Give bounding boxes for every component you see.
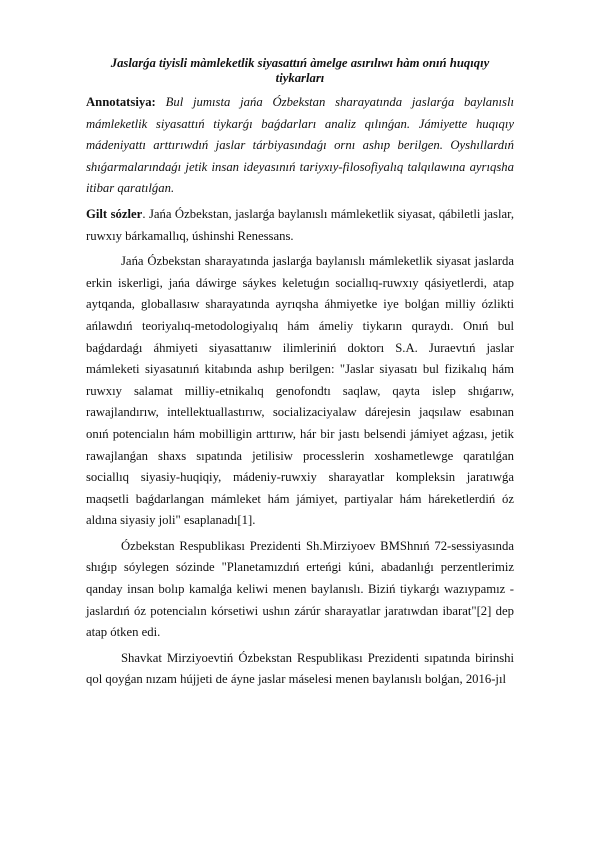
body-paragraph-1: Jańa Ózbekstan sharayatında jaslarǵa baylanıslı mámleketlik siyasat jaslarda erkin iskerligi, jańa dáwirge sáykes keletuǵın sociallıq-ruwxıy qásiyetlerdi, atap aytqanda, globallasıw sharayatında ayrıqsha áhmiyetke iye bolǵan milliy ózlikti ańlawdıń teoriyalıq-metodologiyalıq hám ámeliy tiykarın quraydı. Onıń bul baǵdardaǵı áhmiyeti siyasattanıw ilimleriniń doktorı S.A. Juraevtıń jaslar mámleketi siyasatınıń kitabında ashıp berilgen: "Jaslar siyasatı bul fizikalıq hám ruwxıy salamat milliy-etnikalıq genofondtı saqlaw, qayta islep shıǵarıw, rawajlandırıw, intellektuallastırıw, socializaciyalaw dárejesin jaqsılaw esabınan onıń potencialın hám mobilligin arttırıw, hár bir jastı belsendi jámiyet aǵzası, jetik rawajlanǵan shaxs sıpatında jetilisiw processlerin xoshametlewge qaratılǵan sociallıq siyasiy-huqiqiy, mádeniy-ruwxiy sharayatlar kompleksin jaratıwǵa maqsetli baǵdarlangan mámleket hám jámiyet, partiyalar hám háreketlerdiń óz aldına siyasiy joli" esaplanadı[1]. [86, 254, 514, 528]
abstract-text: Bul jumısta jańa Ózbekstan sharayatında jaslarǵa baylanıslı mámleketlik siyasattıń tiykarǵı baǵdarları analiz qılınǵan. Jámiyette huqıqıy mádeniyattı arttırıwdıń jaslar tárbiyasındaǵı ornı ashıp berilgen. Oyshıllardıń shıǵarmalarındaǵı jetik insan ideyasınıń tariyxıy-filosofiyalıq talqılawına ayrıqsha itibar qaratılǵan. [86, 95, 515, 196]
keywords-text: . Jańa Ózbekstan, jaslarǵa baylanıslı mámleketlik siyasat, qábiletli jaslar, ruwxıy bárkamallıq, úshinshi Renessans. [86, 206, 514, 243]
abstract-paragraph [86, 92, 514, 200]
keywords-paragraph [86, 204, 514, 247]
document-title: Jaslarǵa tiyisli màmleketlik siyasattıń àmelge asırılıwı hàm onıń huqıqıy tiykarları [110, 56, 490, 85]
abstract-label: Annotatsiya: [86, 95, 156, 109]
body-paragraph-2: Ózbekstan Respublikası Prezidenti Sh.Mirziyoev BMShnıń 72-sessiyasında shıǵıp sóylegen sózinde "Planetamızdıń erteńgi kúni, abadanlıǵı perzentlerimiz qanday insan bolıp kamalǵa keliwi menen baylanıslı. Biziń tiykarǵı wazıypamız - jaslardıń óz potencialın kórsetiwi ushın zárúr sharayatlar jaratıwdan ibarat"[2] dep atap ótken edi. [86, 538, 514, 640]
keywords-label: Gilt sózler [86, 206, 143, 221]
body-paragraph-3: Shavkat Mirziyoevtiń Ózbekstan Respublikası Prezidenti sıpatında birinshi qol qoyǵan nızam hújjeti de áyne jaslar máselesi menen baylanıslı bolǵan, 2016-jıl [86, 650, 514, 687]
